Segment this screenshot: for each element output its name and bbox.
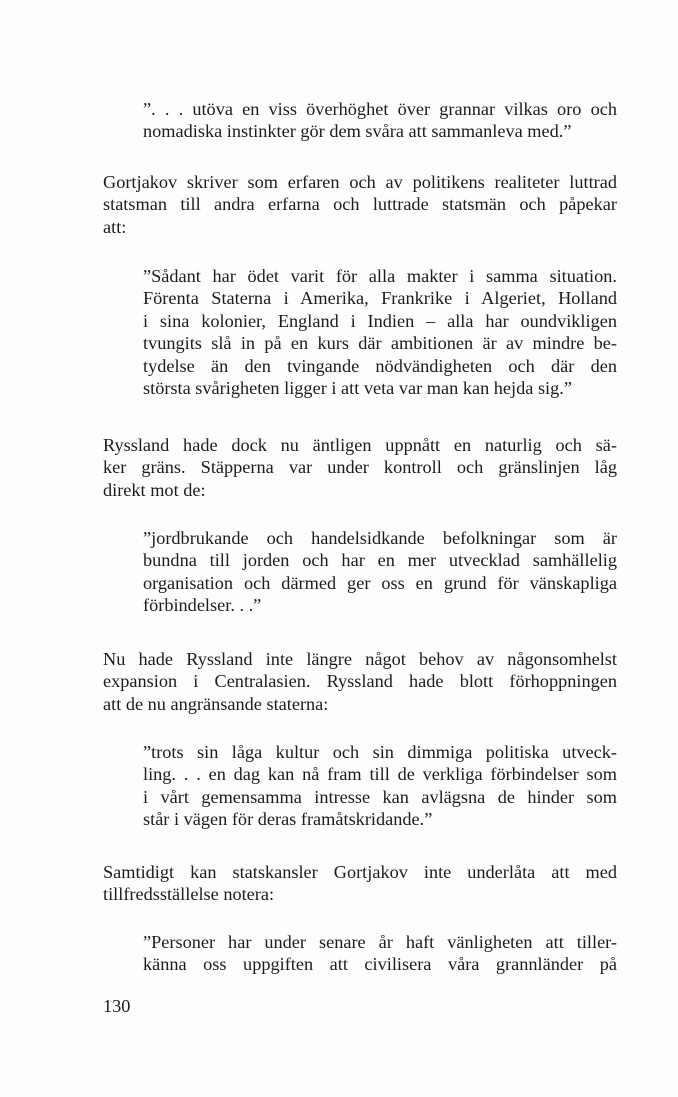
text-line: står i vägen för deras framåtskridande.” bbox=[143, 809, 433, 830]
text-line: att: bbox=[103, 216, 127, 237]
text-line: förbindelser. . .” bbox=[143, 595, 262, 616]
paragraph-block bbox=[103, 434, 617, 501]
text-line: Nu hade Ryssland inte längre något behov av någonsomhelst bbox=[103, 649, 617, 669]
quote-block bbox=[143, 265, 617, 399]
text-line: ”trots sin låga kultur och sin dimmiga politiska utveck- bbox=[143, 742, 617, 762]
text-line: statsman till andra erfarna och luttrade statsmän och påpekar bbox=[103, 194, 617, 215]
text-line: att de nu angränsande staterna: bbox=[103, 693, 329, 714]
text-line: Ryssland hade dock nu äntligen uppnått en naturlig och sä- bbox=[103, 435, 617, 455]
paragraph-block bbox=[103, 648, 617, 715]
text-line: organisation och därmed ger oss en grund för vänskapliga bbox=[143, 572, 617, 593]
text-line: Samtidigt kan statskansler Gortjakov inte underlåta att med bbox=[103, 862, 617, 882]
text-line: ling. . . en dag kan nå fram till de verkliga förbindelser som bbox=[143, 764, 617, 785]
text-line: i sina kolonier, England i Indien – alla har oundvikligen bbox=[143, 310, 617, 331]
text-line: ”jordbrukande och handelsidkande befolkningar som är bbox=[143, 528, 617, 548]
text-line: känna oss uppgiften att civilisera våra grannländer på bbox=[143, 954, 617, 975]
quote-block bbox=[143, 741, 617, 831]
paragraph-block bbox=[103, 171, 617, 238]
text-line: Gortjakov skriver som erfaren och av politikens realiteter luttrad bbox=[103, 172, 617, 192]
text-line: ”Sådant har ödet varit för alla makter i samma situation. bbox=[143, 266, 617, 286]
text-line: största svårigheten ligger i att veta var man kan hejda sig.” bbox=[143, 378, 572, 399]
text-line: tillfredsställelse notera: bbox=[103, 884, 275, 905]
quote-block bbox=[143, 98, 617, 143]
text-line: ker gräns. Stäpperna var under kontroll och gränslinjen låg bbox=[103, 457, 617, 478]
quote-block bbox=[143, 527, 617, 617]
text-line: direkt mot de: bbox=[103, 479, 206, 500]
text-line: expansion i Centralasien. Ryssland hade blott förhoppningen bbox=[103, 671, 617, 692]
text-line: ”Personer har under senare år haft vänligheten att tiller- bbox=[143, 932, 617, 952]
text-line: nomadiska instinkter gör dem svåra att sammanleva med.” bbox=[143, 121, 572, 142]
page-number: 130 bbox=[103, 996, 131, 1016]
text-line: Förenta Staterna i Amerika, Frankrike i Algeriet, Holland bbox=[143, 288, 617, 309]
text-line: bundna till jorden och har en mer utvecklad samhällelig bbox=[143, 550, 617, 571]
text-line: ”. . . utöva en viss överhöghet över grannar vilkas oro och bbox=[143, 99, 617, 119]
text-line: tydelse än den tvingande nödvändigheten och där den bbox=[143, 355, 617, 376]
quote-block bbox=[143, 931, 617, 976]
text-line: tvungits slå in på en kurs där ambitionen är av mindre be- bbox=[143, 333, 617, 354]
paragraph-block bbox=[103, 861, 617, 906]
text-line: i vårt gemensamma intresse kan avlägsna de hinder som bbox=[143, 786, 617, 807]
